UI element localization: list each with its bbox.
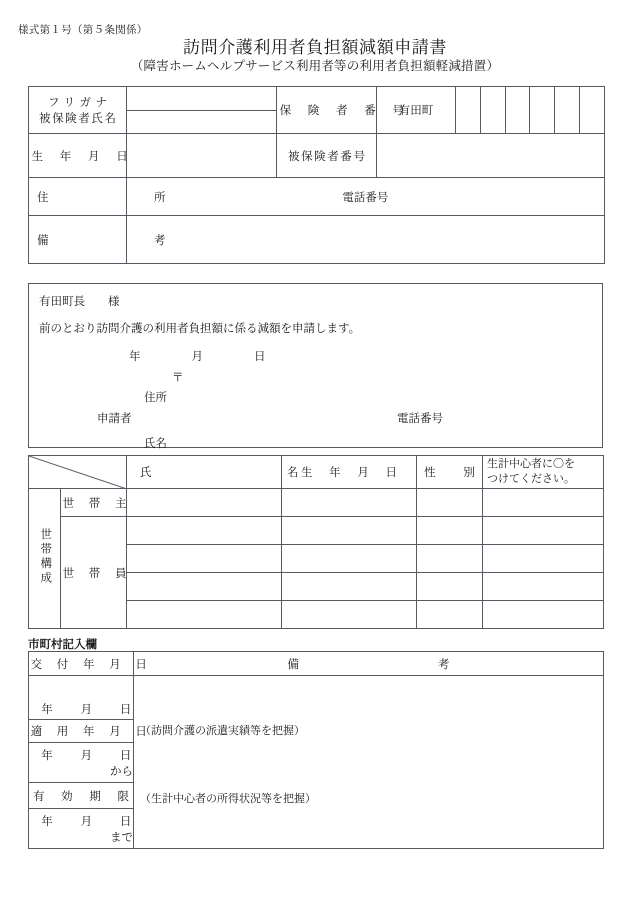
field-member3-gender[interactable] <box>417 573 483 601</box>
field-address[interactable] <box>127 178 605 216</box>
cell-remarks-label <box>29 216 174 264</box>
postal-mark-icon: 〒 <box>172 372 184 384</box>
municipal-remarks-area[interactable] <box>134 676 604 849</box>
insurer-number-label: 保 険 者 番 号 <box>279 105 407 117</box>
cell-insured-number-label <box>277 134 377 178</box>
phone-label-address-row: 電話番号 <box>342 191 389 204</box>
issue-date-label-cell: 交 付 年 月 日 <box>29 652 134 676</box>
column-header-gender: 性 別 <box>417 456 483 489</box>
form-number: 様式第１号（第５条関係） <box>18 25 148 36</box>
diagonal-line-icon <box>29 456 127 489</box>
field-member4-gender[interactable] <box>417 601 483 629</box>
page-title: 訪問介護利用者負担額減額申請書 <box>183 38 447 57</box>
field-member1-name[interactable] <box>127 517 282 545</box>
field-birthdate[interactable] <box>127 134 277 178</box>
municipal-section-label: 市町村記入欄 <box>28 639 97 651</box>
field-member4-name[interactable] <box>127 601 282 629</box>
field-member1-breadwinner[interactable] <box>483 517 604 545</box>
address-label: 住 所 <box>37 191 174 204</box>
cell-birthdate-label <box>29 134 131 178</box>
apply-date-label-cell: 適 用 年 月 日 <box>29 720 134 743</box>
note-dispatch: （訪問介護の派遣実績等を把握） <box>140 725 305 737</box>
field-issue-date[interactable]: 年 月 日 <box>29 676 134 720</box>
row-address <box>29 178 605 216</box>
field-member1-birthdate[interactable] <box>282 517 417 545</box>
statement-addressee: 有田町長 様 <box>39 296 120 308</box>
household-head-label: 世 帯 主 <box>61 489 127 517</box>
statement-box <box>28 283 603 448</box>
field-member2-gender[interactable] <box>417 545 483 573</box>
household-table <box>28 455 604 629</box>
field-member2-breadwinner[interactable] <box>483 545 604 573</box>
field-head-breadwinner[interactable] <box>483 489 604 517</box>
column-header-breadwinner: 生計中心者に〇を つけてください。 <box>483 456 604 489</box>
statement-name-label: 氏名 <box>144 438 167 450</box>
field-insured-name[interactable] <box>127 111 277 134</box>
field-member3-breadwinner[interactable] <box>483 573 604 601</box>
cell-insurer-number-label <box>277 87 407 134</box>
field-member2-name[interactable] <box>127 545 282 573</box>
column-header-birthdate: 生 年 月 日 <box>282 456 417 489</box>
household-corner-cell <box>29 456 127 489</box>
statement-applicant-label: 申請者 <box>97 413 132 425</box>
insurer-number-cell-4[interactable] <box>530 87 555 134</box>
field-member3-birthdate[interactable] <box>282 573 417 601</box>
cell-name-label <box>29 87 127 134</box>
row-remarks <box>29 216 605 264</box>
household-section-label-cell: 世帯構成 <box>29 489 61 629</box>
page-subtitle: （障害ホームヘルプサービス利用者等の利用者負担額軽減措置） <box>130 59 500 73</box>
field-member2-birthdate[interactable] <box>282 545 417 573</box>
field-apply-to-date[interactable]: 年 月 日 まで <box>29 809 134 849</box>
note-income: （生計中心者の所得状況等を把握） <box>140 793 316 805</box>
household-row-head <box>29 489 604 517</box>
municipal-table <box>28 651 604 849</box>
statement-date-line[interactable]: 年 月 日 <box>129 351 267 363</box>
field-furigana[interactable] <box>127 87 277 111</box>
field-apply-from-date[interactable]: 年 月 日 から <box>29 743 134 783</box>
insurer-number-cell-3[interactable] <box>505 87 530 134</box>
municipal-remarks-label-cell: 備 考 <box>134 652 604 676</box>
row-birthdate-insured-number <box>29 134 605 178</box>
field-insurer-name <box>377 87 456 134</box>
insurer-number-cell-2[interactable] <box>480 87 505 134</box>
remarks-label: 備 考 <box>37 234 174 247</box>
field-member4-birthdate[interactable] <box>282 601 417 629</box>
statement-address-label: 住所 <box>144 392 167 404</box>
column-header-name: 氏 名 <box>127 456 282 489</box>
furigana-label: フリガナ <box>48 97 112 109</box>
validity-label-cell: 有 効 期 限 <box>29 783 134 809</box>
insurer-number-cell-6[interactable] <box>579 87 604 134</box>
birthdate-label: 生 年 月 日 <box>31 150 131 163</box>
cell-address-label <box>29 178 174 216</box>
insurer-name-value: 有田町 <box>398 105 434 117</box>
municipal-header-row <box>29 652 604 676</box>
insured-name-label: 被保険者氏名 <box>38 113 118 125</box>
statement-phone-label: 電話番号 <box>397 413 443 425</box>
household-member-label: 世 帯 員 <box>61 517 127 629</box>
field-head-birthdate[interactable] <box>282 489 417 517</box>
statement-body: 前のとおり訪問介護の利用者負担額に係る減額を申請します。 <box>39 323 361 335</box>
household-header-row <box>29 456 604 489</box>
insurer-number-cell-5[interactable] <box>555 87 580 134</box>
field-member4-breadwinner[interactable] <box>483 601 604 629</box>
row-furigana-insurer <box>29 87 605 111</box>
insured-number-grid <box>377 134 605 178</box>
field-member1-gender[interactable] <box>417 517 483 545</box>
field-head-gender[interactable] <box>417 489 483 517</box>
applicant-info-table <box>28 86 605 264</box>
field-member3-name[interactable] <box>127 573 282 601</box>
municipal-issue-date-row <box>29 676 604 720</box>
field-remarks[interactable] <box>127 216 605 264</box>
insurer-number-cell-1[interactable] <box>456 87 481 134</box>
field-head-name[interactable] <box>127 489 282 517</box>
household-row-member-1 <box>29 517 604 545</box>
insured-number-label: 被保険者番号 <box>287 150 367 163</box>
